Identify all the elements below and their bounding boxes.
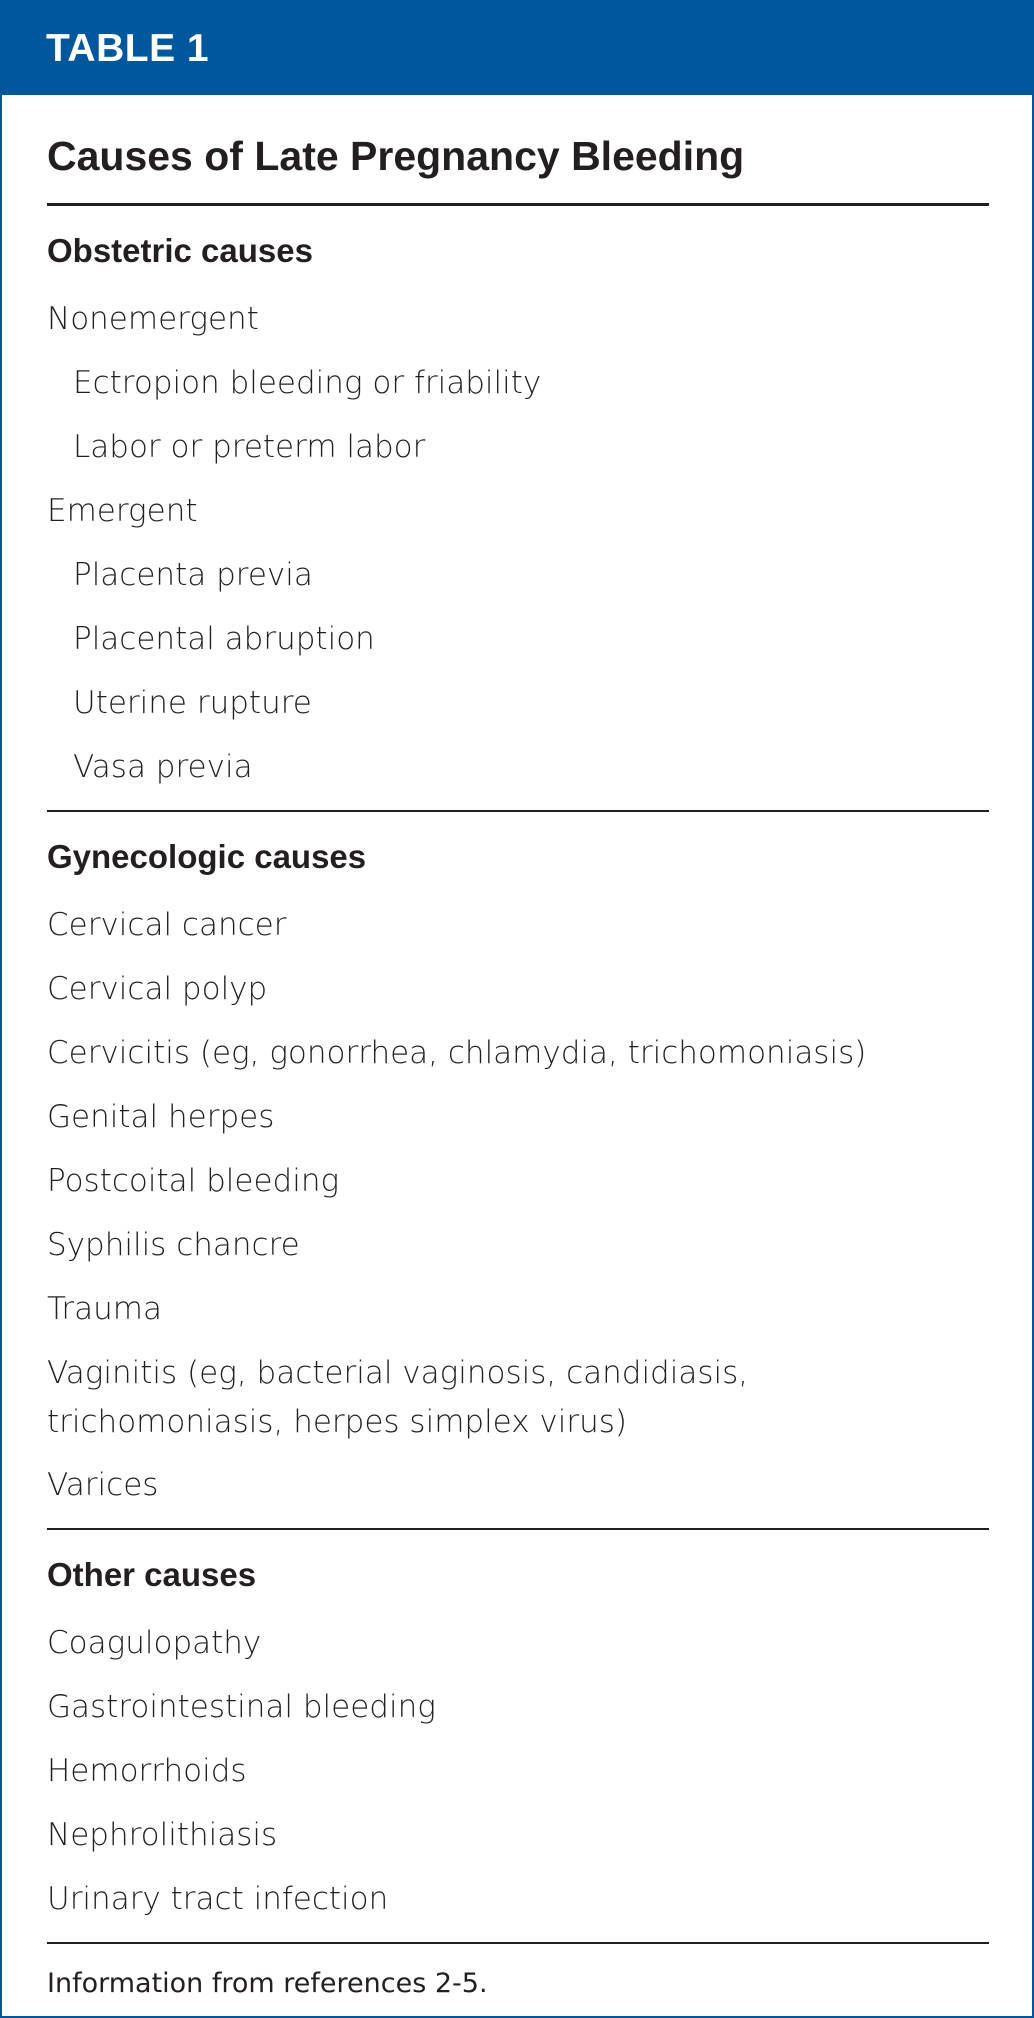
list-item: Placenta previa [73, 557, 313, 593]
list-item: Ectropion bleeding or friability [73, 365, 542, 401]
section-obstetric [47, 206, 989, 810]
subgroup-heading: Emergent [47, 493, 198, 529]
table-label: TABLE 1 [2, 2, 1032, 95]
footnote: Information from references 2-5. [47, 1968, 488, 1999]
list-item: Gastrointestinal bleeding [47, 1689, 436, 1725]
list-item: Placental abruption [73, 621, 375, 657]
list-item: Genital herpes [47, 1099, 275, 1135]
section-heading: Obstetric causes [47, 232, 313, 269]
section-gynecologic [47, 812, 989, 1528]
list-item: Vaginitis (eg, bacterial vaginosis, candidiasis, trichomoniasis, herpes simplex virus) [47, 1355, 749, 1440]
list-item: Cervical polyp [47, 971, 268, 1007]
table-title: Causes of Late Pregnancy Bleeding [47, 133, 745, 179]
section-heading: Gynecologic causes [47, 838, 367, 875]
list-item: Labor or preterm labor [73, 429, 426, 465]
subgroup-heading: Nonemergent [47, 301, 259, 337]
list-item: Cervical cancer [47, 907, 287, 943]
section-other [47, 1530, 989, 1942]
list-item: Hemorrhoids [47, 1753, 247, 1789]
table-body [47, 95, 989, 1997]
list-item: Nephrolithiasis [47, 1817, 278, 1853]
list-item: Syphilis chancre [47, 1227, 300, 1263]
list-item: Trauma [47, 1291, 162, 1327]
list-item: Vasa previa [73, 749, 253, 785]
section-heading: Other causes [47, 1556, 257, 1593]
list-item: Cervicitis (eg, gonorrhea, chlamydia, trichomoniasis) [47, 1035, 867, 1071]
list-item: Postcoital bleeding [47, 1163, 340, 1199]
list-item: Varices [47, 1467, 159, 1503]
list-item: Uterine rupture [73, 685, 312, 721]
list-item: Coagulopathy [47, 1625, 262, 1661]
list-item: Urinary tract infection [47, 1881, 389, 1917]
